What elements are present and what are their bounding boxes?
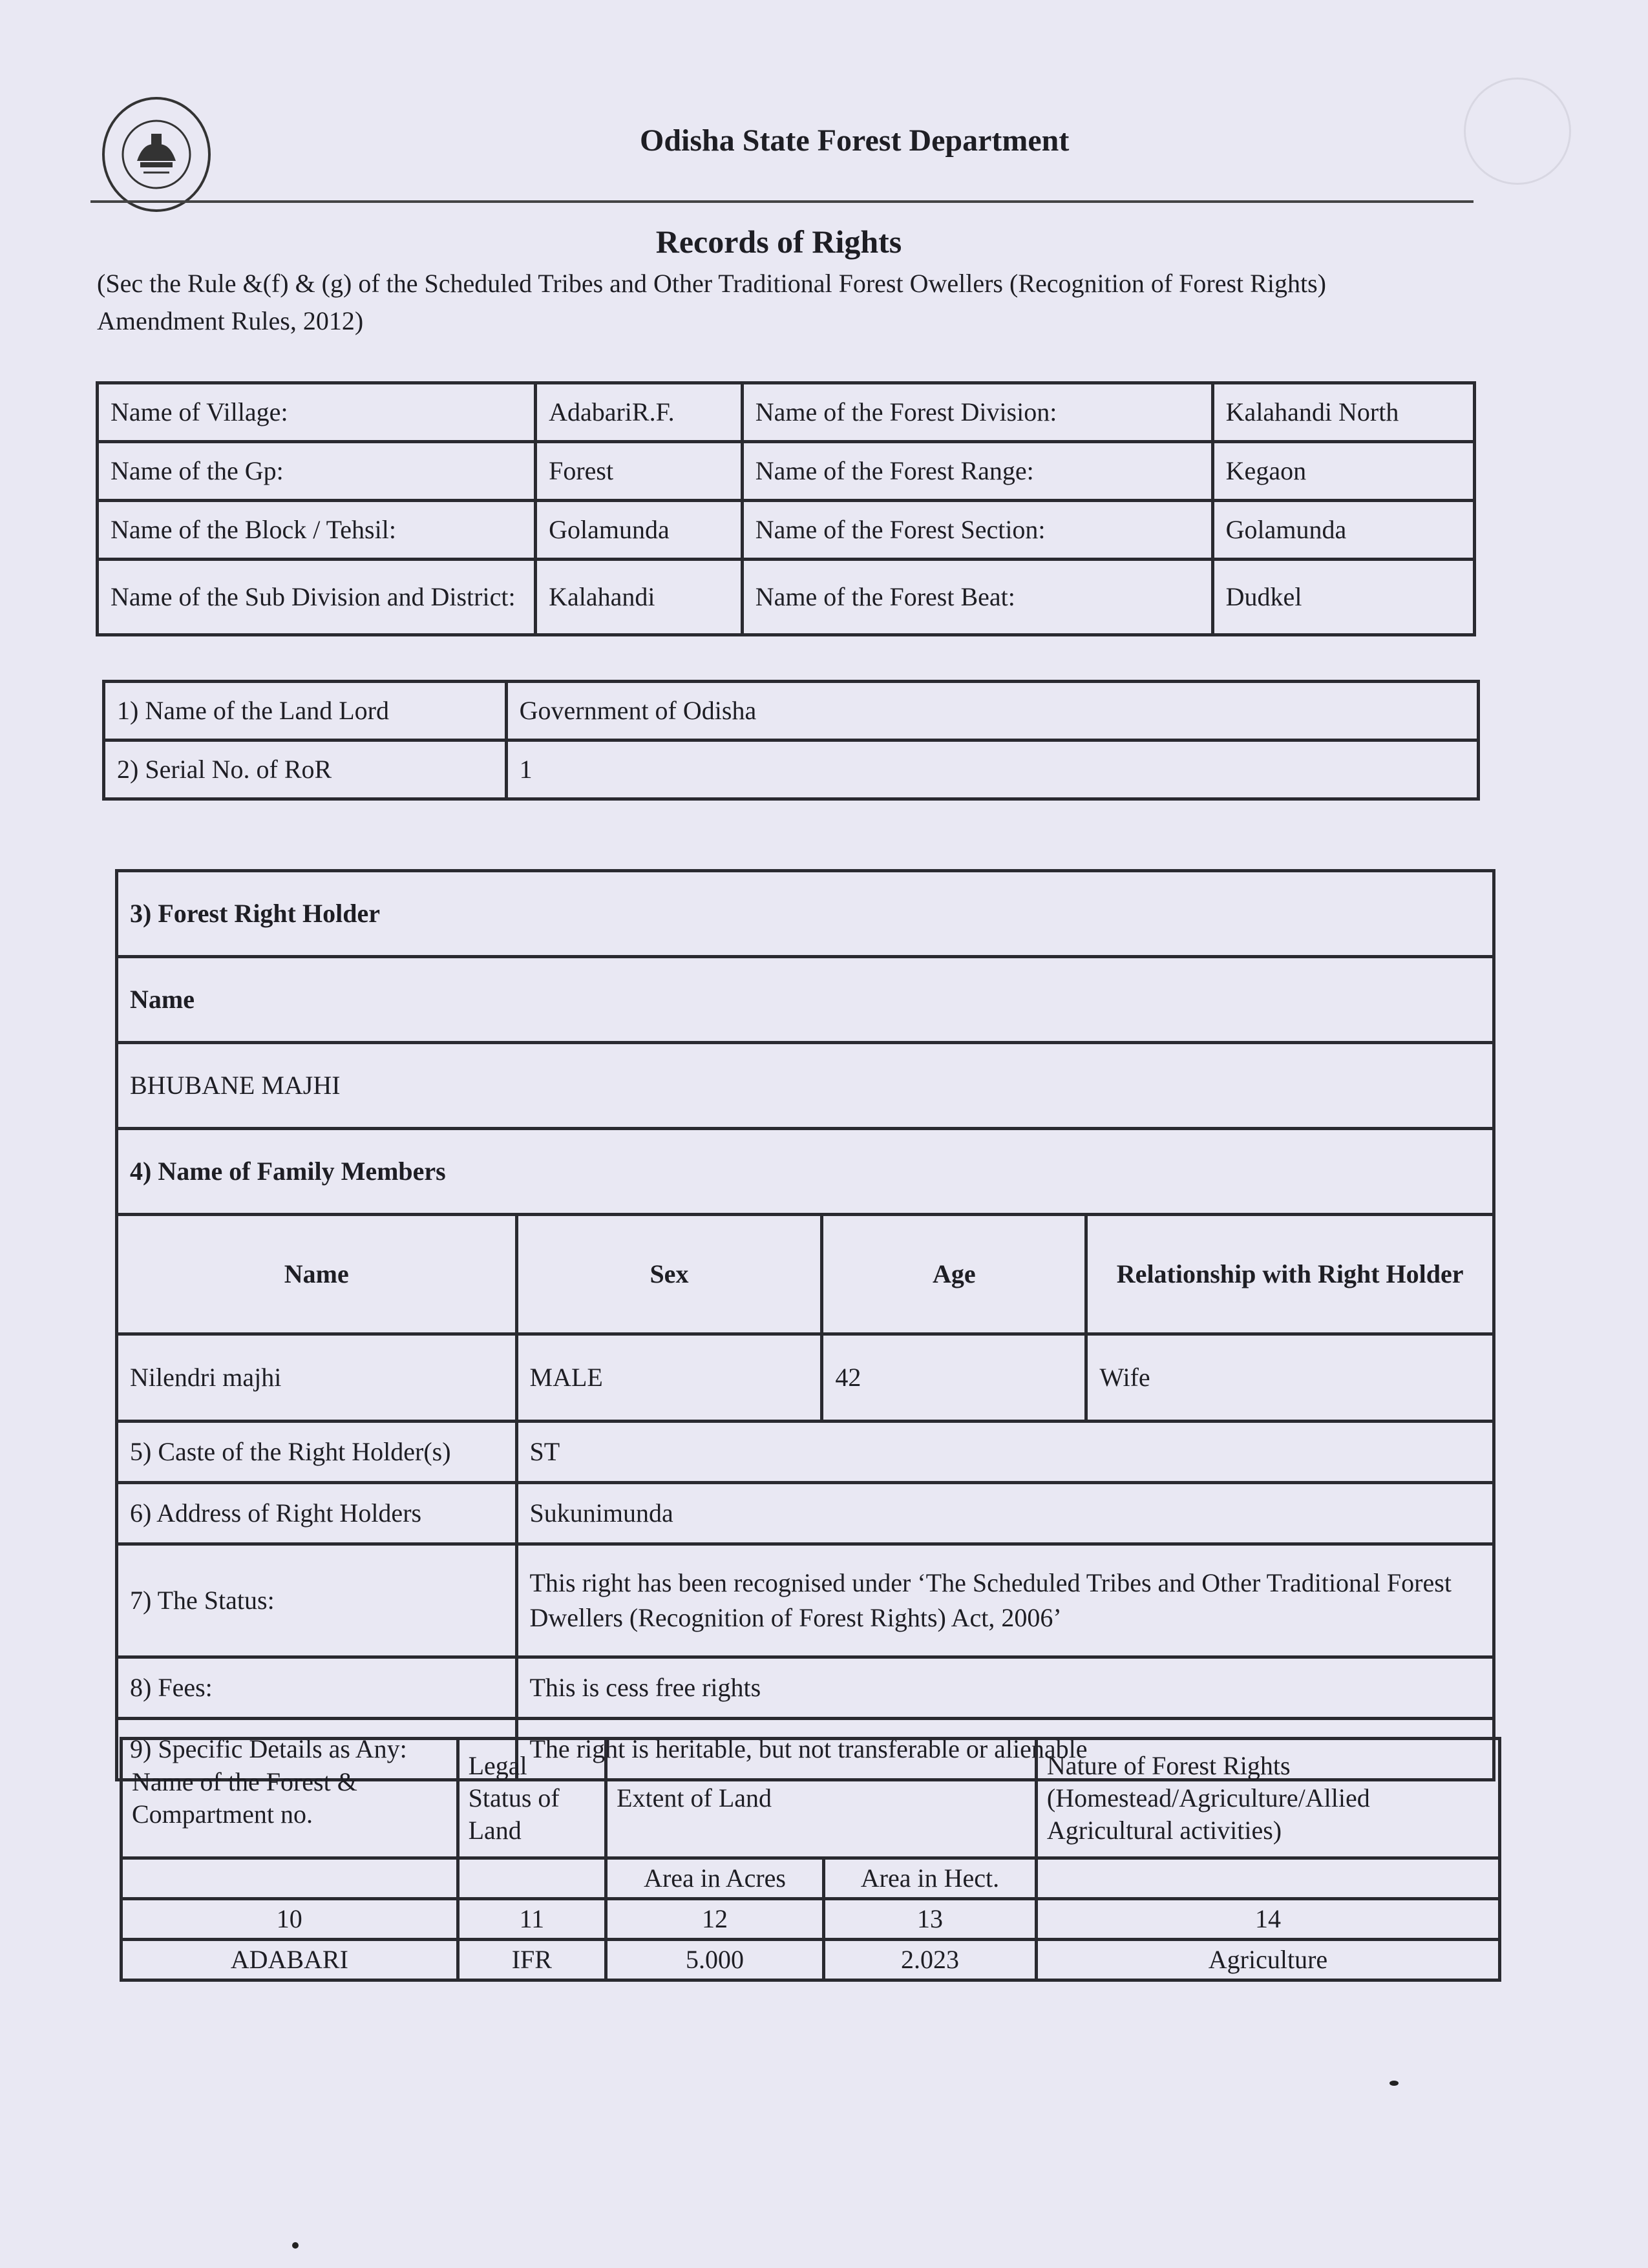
village-value: AdabariR.F.	[536, 383, 743, 442]
gp-label: Name of the Gp:	[98, 442, 536, 501]
table-row	[104, 740, 1479, 799]
landlord-value: Government of Odisha	[506, 682, 1478, 740]
family-member-row	[117, 1334, 1494, 1422]
caste-label: 5) Caste of the Right Holder(s)	[117, 1422, 517, 1483]
empty-cell	[458, 1858, 606, 1899]
holder-name-value: BHUBANE MAJHI	[117, 1043, 1494, 1129]
table-row	[117, 1129, 1494, 1215]
fees-value: This is cess free rights	[516, 1657, 1494, 1719]
status-label: 7) The Status:	[117, 1544, 517, 1657]
land-header-row	[121, 1739, 1500, 1858]
table-row	[104, 682, 1479, 740]
village-label: Name of Village:	[98, 383, 536, 442]
land-col-number: 13	[824, 1899, 1037, 1940]
land-forest-name: ADABARI	[121, 1940, 458, 1980]
land-details-table	[120, 1737, 1501, 1982]
record-detail-table	[115, 869, 1495, 1781]
department-title: Odisha State Forest Department	[640, 123, 1070, 158]
table-row	[117, 1043, 1494, 1129]
family-member-name: Nilendri majhi	[117, 1334, 517, 1422]
emblem-icon	[118, 116, 195, 193]
family-col-sex: Sex	[516, 1215, 822, 1334]
document-title: Records of Rights	[655, 224, 902, 260]
family-col-age: Age	[822, 1215, 1086, 1334]
table-row	[98, 383, 1475, 442]
land-col-legal-status: Legal Status of Land	[458, 1739, 606, 1858]
land-subheader-row	[121, 1858, 1500, 1899]
land-area-acres: 5.000	[606, 1940, 824, 1980]
land-col-number: 14	[1036, 1899, 1499, 1940]
forest-beat-value: Dudkel	[1212, 560, 1474, 635]
land-col-number: 11	[458, 1899, 606, 1940]
specific-details-label: 9) Specific Details as Any:	[117, 1719, 517, 1780]
land-data-row	[121, 1940, 1500, 1980]
subdivision-label: Name of the Sub Division and District:	[98, 560, 536, 635]
address-label: 6) Address of Right Holders	[117, 1483, 517, 1544]
location-table	[96, 381, 1476, 636]
empty-cell	[1036, 1858, 1499, 1899]
forest-range-label: Name of the Forest Range:	[742, 442, 1212, 501]
specific-details-value: The right is heritable, but not transferable or alienable	[516, 1719, 1494, 1780]
family-col-name: Name	[117, 1215, 517, 1334]
land-area-hect: 2.023	[824, 1940, 1037, 1980]
caste-value: ST	[516, 1422, 1494, 1483]
forest-division-value: Kalahandi North	[1212, 383, 1474, 442]
table-row	[117, 1483, 1494, 1544]
forest-section-label: Name of the Forest Section:	[742, 501, 1212, 560]
table-row	[117, 1657, 1494, 1719]
family-col-relationship: Relationship with Right Holder	[1086, 1215, 1494, 1334]
family-member-sex: MALE	[516, 1334, 822, 1422]
address-value: Sukunimunda	[516, 1483, 1494, 1544]
land-col-extent: Extent of Land	[606, 1739, 1037, 1858]
land-col-forest-compartment: Name of the Forest & Compartment no.	[121, 1739, 458, 1858]
ink-speck	[292, 2242, 299, 2249]
serial-value: 1	[506, 740, 1478, 799]
land-nature: Agriculture	[1036, 1940, 1499, 1980]
land-col-nature: Nature of Forest Rights (Homestead/Agriculture/Allied Agricultural activities)	[1036, 1739, 1499, 1858]
forest-division-label: Name of the Forest Division:	[742, 383, 1212, 442]
table-row	[117, 1544, 1494, 1657]
record-header-table	[102, 680, 1480, 801]
family-members-heading: 4) Name of Family Members	[117, 1129, 1494, 1215]
rule-reference-note: (Sec the Rule &(f) & (g) of the Scheduled Tribes and Other Traditional Forest Owellers (Recognition of Forest Rights) Amendment Rules, 2012)	[97, 269, 1326, 335]
empty-cell	[121, 1858, 458, 1899]
subdivision-value: Kalahandi	[536, 560, 743, 635]
serial-label: 2) Serial No. of RoR	[104, 740, 507, 799]
status-value: This right has been recognised under ‘The Scheduled Tribes and Other Traditional Forest Dwellers (Recognition of Forest Rights) Act, 2006’	[516, 1544, 1494, 1657]
forest-beat-label: Name of the Forest Beat:	[742, 560, 1212, 635]
block-label: Name of the Block / Tehsil:	[98, 501, 536, 560]
table-row	[117, 871, 1494, 957]
table-row	[98, 442, 1475, 501]
table-row	[98, 560, 1475, 635]
land-number-row	[121, 1899, 1500, 1940]
fees-label: 8) Fees:	[117, 1657, 517, 1719]
land-col-number: 10	[121, 1899, 458, 1940]
odisha-emblem-seal	[102, 97, 211, 212]
land-sub-hect: Area in Hect.	[824, 1858, 1037, 1899]
block-value: Golamunda	[536, 501, 743, 560]
holder-name-label: Name	[117, 957, 1494, 1043]
forest-right-holder-heading: 3) Forest Right Holder	[117, 871, 1494, 957]
family-header-row	[117, 1215, 1494, 1334]
land-sub-acres: Area in Acres	[606, 1858, 824, 1899]
faded-stamp	[1464, 78, 1571, 185]
land-legal-status: IFR	[458, 1940, 606, 1980]
land-col-number: 12	[606, 1899, 824, 1940]
family-member-age: 42	[822, 1334, 1086, 1422]
table-row	[117, 1422, 1494, 1483]
table-row	[98, 501, 1475, 560]
forest-section-value: Golamunda	[1212, 501, 1474, 560]
forest-range-value: Kegaon	[1212, 442, 1474, 501]
ink-speck	[1389, 2081, 1399, 2086]
table-row	[117, 957, 1494, 1043]
family-member-relationship: Wife	[1086, 1334, 1494, 1422]
landlord-label: 1) Name of the Land Lord	[104, 682, 507, 740]
gp-value: Forest	[536, 442, 743, 501]
header-rule	[90, 200, 1474, 203]
